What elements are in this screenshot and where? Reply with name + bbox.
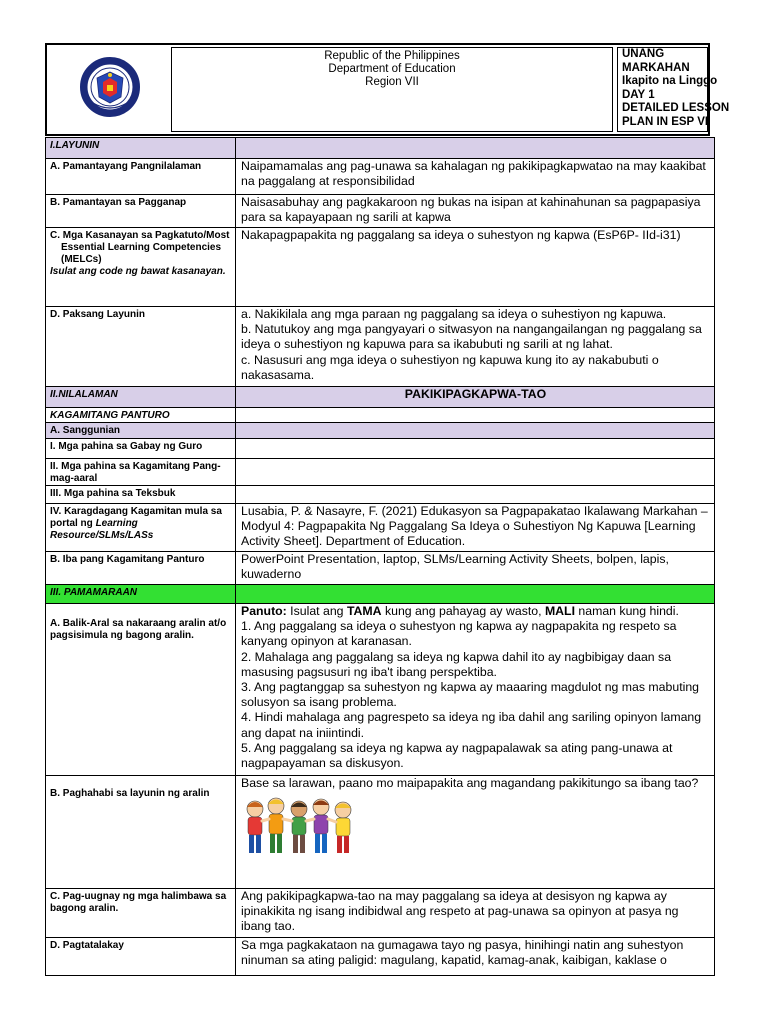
quarter-line-2: MARKAHAN — [622, 61, 690, 74]
lesson-plan-table — [45, 137, 715, 976]
lesson-info-block — [617, 47, 730, 132]
week-line: Ikapito na Linggo — [622, 75, 718, 87]
row-value-blank — [236, 439, 715, 459]
row-label-kagamitang-panturo: KAGAMITANG PANTURO — [46, 408, 236, 423]
row-label-pamantayan-sa-pagganap: B. Pamantayan sa Pagganap — [46, 195, 236, 228]
table-row — [46, 459, 715, 486]
list-item: b. Natutukoy ang mga pangyayari o sitwasyon na nangangailangan ng paggalang sa ideya o suhestiyon ng kapuwa para sa ikabubuti ng sarili at ng lahat. — [241, 322, 702, 352]
dlp-line-2: PLAN IN ESP VI — [622, 115, 709, 128]
lr-label-italic: Learning Resource/SLMs/LASs — [50, 518, 154, 541]
children-clipart-icon — [241, 795, 359, 861]
list-item: 2. Mahalaga ang paggalang sa ideya ng kapwa dahil ito ay nagbibigay daan sa masusing pagsusuri ng iba't ibang perspektiba. — [241, 649, 672, 679]
row-value-pamantayang-pangnilalaman: Naipamamalas ang pag-unawa sa kahalagan ng pakikipagkapwatao na may kaakibat na paggalang at responsibilidad — [236, 159, 715, 195]
row-value-melcs: Nakapagpapakita ng paggalang sa ideya o suhestyon ng kapwa (EsP6P- IId-i31) — [236, 228, 715, 307]
list-item: a. Nakikilala ang mga paraan ng paggalang sa ideya o suhestiyon ng kapuwa. — [241, 307, 667, 321]
section-heading-pamamaraan: III. PAMAMARAAN — [46, 585, 236, 604]
panuto-line — [241, 604, 710, 619]
agency-line-department: Department of Education — [328, 63, 456, 75]
list-item: 1. Ang paggalang sa ideya o suhestyon ng kapwa ay nagpapakita ng respeto sa kanyang opinyon at karanasan. — [241, 619, 677, 649]
list-item: 3. Ang pagtanggap sa suhestyon ng kapwa ay maaaring magdulot ng mas mabuting solusyon sa isang problema. — [241, 680, 700, 710]
row-value-blank — [236, 459, 715, 486]
row-value-pamantayan-sa-pagganap: Naisasabuhay ang pagkakaroon ng bukas na isipan at kahinahunan sa pagpapasiya para sa kapayapaan ng sarili at kapwa — [236, 195, 715, 228]
row-label-learning-resource — [46, 504, 236, 552]
table-row — [46, 408, 715, 423]
panuto-tama: TAMA — [346, 604, 382, 618]
row-label-paghahabi: B. Paghahabi sa layunin ng aralin — [46, 776, 236, 889]
table-row — [46, 889, 715, 938]
row-value-blank — [236, 486, 715, 504]
row-label-pamantayang-pangnilalaman: A. Pamantayang Pangnilalaman — [46, 159, 236, 195]
row-label-teksbuk: III. Mga pahina sa Teksbuk — [46, 486, 236, 504]
row-label-paksang-layunin: D. Paksang Layunin — [46, 307, 236, 387]
row-value-iba-pang-kagamitan: PowerPoint Presentation, laptop, SLMs/Learning Activity Sheets, bolpen, lapis, kuwaderno — [236, 552, 715, 585]
list-item: c. Nasusuri ang mga ideya o suhestiyon ng kapuwa kung ito ay nakabubuti o nakasasama. — [241, 352, 659, 382]
agency-line-republic: Republic of the Philippines — [324, 50, 460, 62]
table-row — [46, 307, 715, 387]
panuto-lead: Panuto: — [241, 604, 287, 618]
section-heading-layunin-blank — [236, 138, 715, 159]
paghahabi-question: Base sa larawan, paano mo maipapakita ang magandang pakikitungo sa ibang tao? — [241, 776, 699, 790]
quarter-line-1: UNANG — [622, 48, 665, 60]
row-value-paksang-layunin — [236, 307, 715, 387]
row-value-pag-uugnay: Ang pakikipagkapwa-tao na may paggalang sa ideya at desisyon ng kapwa ay ipinakikita ng isang indibidwal ang respeto at pag-unawa sa opinyon at pasya ng ibang tao. — [236, 889, 715, 938]
topic-title: PAKIKIPAGKAPWA-TAO — [236, 387, 715, 408]
row-label-iba-pang-kagamitan: B. Iba pang Kagamitang Panturo — [46, 552, 236, 585]
row-value-paghahabi — [236, 776, 715, 889]
table-row — [46, 504, 715, 552]
row-label-gabay-ng-guro: I. Mga pahina sa Gabay ng Guro — [46, 439, 236, 459]
row-value-blank — [236, 408, 715, 423]
section-row-sanggunian — [46, 423, 715, 439]
table-row — [46, 938, 715, 976]
table-row — [46, 486, 715, 504]
section-row-layunin — [46, 138, 715, 159]
dlp-line-1: DETAILED LESSON — [622, 102, 730, 114]
lr-label-text: IV. Karagdagang Kagamitan mula sa portal ng — [50, 506, 222, 529]
panuto-mali: MALI — [544, 604, 575, 618]
deped-seal-cell — [49, 47, 167, 132]
row-label-pag-uugnay: C. Pag-uugnay ng mga halimbawa sa bagong aralin. — [46, 889, 236, 938]
list-item: 5. Ang paggalang sa ideya ng kapwa ay nagpapalawak sa ating pang-unawa at nagpapayaman sa diskusyon. — [241, 740, 673, 771]
row-value-blank — [236, 585, 715, 604]
row-label-melcs — [46, 228, 236, 307]
section-row-pamamaraan — [46, 585, 715, 604]
panuto-text-a: Isulat ang — [286, 604, 347, 618]
section-heading-layunin: I.LAYUNIN — [46, 138, 236, 159]
agency-block — [171, 47, 613, 132]
row-value-learning-resource: Lusabia, P. & Nasayre, F. (2021) Edukasyon sa Pagpapakatao Ikalawang Markahan – Modyul 4: Pagpapakita Ng Paggalang Sa Ideya o Suhestiyon Ng Kapuwa [Learning Activity Sheet]. Department of Education. — [236, 504, 715, 552]
row-label-sanggunian: A. Sanggunian — [46, 423, 236, 439]
table-row — [46, 228, 715, 307]
row-label-pagtatalakay: D. Pagtatalakay — [46, 938, 236, 976]
panuto-text-c: naman kung hindi. — [575, 604, 679, 618]
document-header — [45, 43, 730, 136]
day-line: DAY 1 — [622, 88, 655, 101]
panuto-text-b: kung ang pahayag ay wasto, — [381, 604, 545, 618]
section-heading-nilalaman: II.NILALAMAN — [46, 387, 236, 408]
row-label-kagamitang-mag-aaral: II. Mga pahina sa Kagamitang Pang-mag-aaral — [46, 459, 236, 486]
table-row — [46, 552, 715, 585]
list-item: 4. Hindi mahalaga ang pagrespeto sa ideya ng iba dahil ang sariling opinyon lamang ang dapat na iniintindi. — [241, 710, 702, 740]
melcs-label-note: Isulat ang code ng bawat kasanayan. — [50, 266, 226, 277]
row-value-pagtatalakay: Sa mga pagkakataon na gumagawa tayo ng pasya, hinihingi natin ang suhestyon ninuman sa ating paligid: magulang, kapatid, kamag-anak, kaibigan, kaklase o — [236, 938, 715, 976]
table-row — [46, 159, 715, 195]
melcs-label-text: C. Mga Kasanayan sa Pagkatuto/Most Essential Learning Competencies (MELCs) — [50, 230, 230, 265]
table-row — [46, 195, 715, 228]
agency-line-region: Region VII — [365, 76, 419, 88]
table-row — [46, 604, 715, 776]
table-row — [46, 776, 715, 889]
row-label-balik-aral: A. Balik-Aral sa nakaraang aralin at/o pagsisimula ng bagong aralin. — [46, 604, 236, 776]
deped-seal-icon — [49, 47, 167, 132]
row-value-blank — [236, 423, 715, 439]
table-row — [46, 439, 715, 459]
row-value-balik-aral — [236, 604, 715, 776]
section-row-nilalaman — [46, 387, 715, 408]
